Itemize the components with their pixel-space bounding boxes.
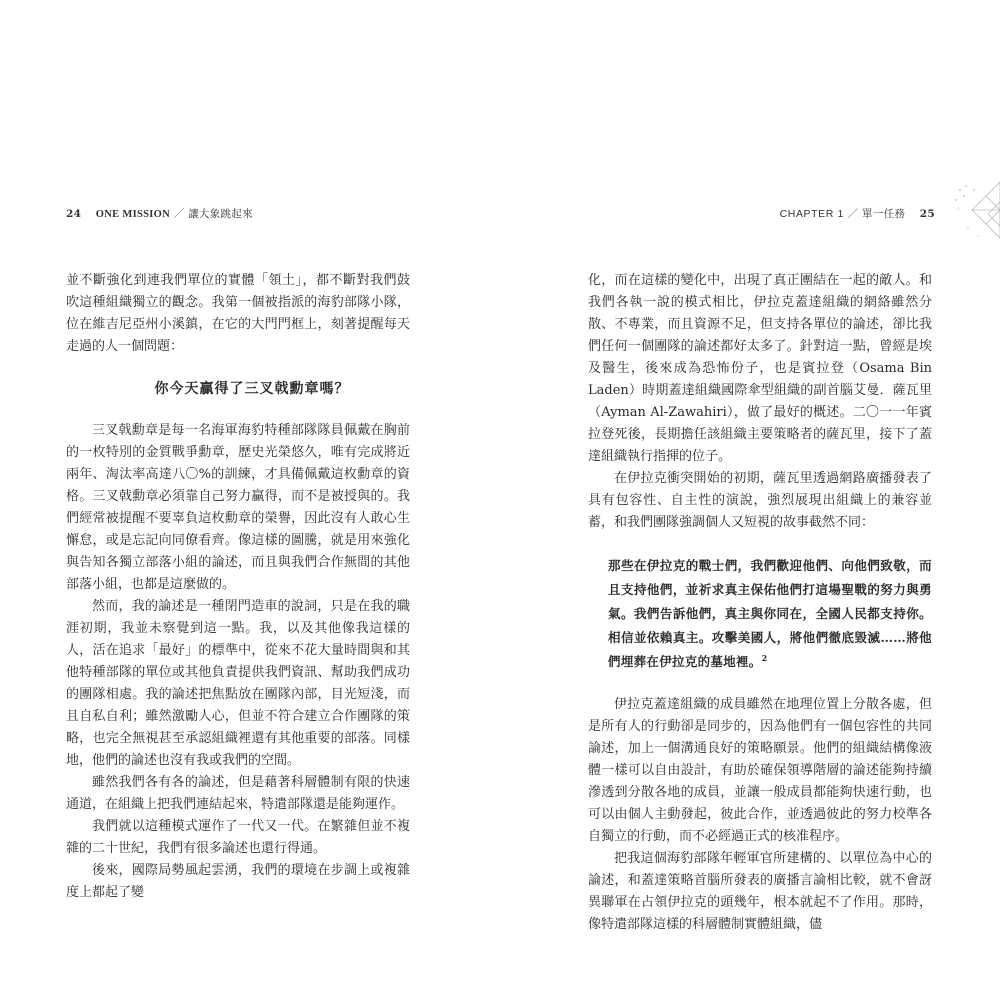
- chapter-label: CHAPTER 1: [779, 208, 844, 220]
- paragraph: 伊拉克蓋達組織的成員雖然在地理位置上分散各處，但是所有人的行動卻是同步的，因為他們有一個包容性的共同論述，加上一個溝通良好的策略願景。他們的組織結構像液體一樣可以自由設計，有助於確保領導階層的論述能夠持續滲透到分散各地的成員，並讓一般成員都能夠快速行動，也可以由個人主動發起，彼此合作，並透過彼此的努力校準各自獨立的行動，而不必經過正式的核准程序。: [588, 697, 932, 844]
- left-body-text: [66, 270, 410, 904]
- paragraph: 三叉戟勳章是每一名海軍海豹特種部隊隊員佩戴在胸前的一枚特別的金質戰爭勳章，歷史光榮悠久，唯有完成將近兩年、淘汰率高達八〇%的訓練，才具備佩戴這枚勳章的資格。三叉戟勳章必須靠自己努力贏得，而不是被授與的。我們經常被提醒不要辜負這枚勳章的榮譽，因此沒有人敢心生懈怠，或是忘記向同僚看齊。像這樣的圖騰，就是用來強化與告知各獨立部落小組的論述，而且與我們合作無間的其他部落小組，也都是這麼做的。: [66, 423, 410, 592]
- right-head-separator: ／: [847, 208, 859, 220]
- block-quote: [588, 554, 932, 674]
- block-quote-text: 那些在伊拉克的戰士們，我們歡迎他們、向他們致敬，而且支持他們，並祈求真主保佑他們打這場聖戰的努力與勇氣。我們告訴他們，真主與你同在，全國人民都支持你。相信並依賴真主。攻擊美國人，將他們徹底毀滅……將他們埋葬在伊拉克的墓地裡。: [608, 558, 932, 669]
- paragraph: 把我這個海豹部隊年輕軍官所建構的、以單位為中心的論述，和蓋達策略首腦所發表的廣播言論相比較，就不會訝異聯軍在占領伊拉克的頭幾年，根本就起不了作用。那時，像特遣部隊這樣的科層體制實體組織，儘: [588, 851, 932, 932]
- footnote-marker: 2: [761, 652, 768, 663]
- left-page-number: 24: [66, 208, 82, 220]
- right-page-number: 25: [919, 208, 935, 220]
- paragraph: 並不斷強化到連我們單位的實體「領土」，都不斷對我們鼓吹這種組織獨立的觀念。我第一個被指派的海豹部隊小隊，位在維吉尼亞州小溪鎮，在它的大門門框上，刻著提醒每天走過的人一個問題：: [66, 273, 410, 354]
- right-page: [500, 0, 1000, 1000]
- paragraph: 在伊拉克衝突開始的初期，薩瓦里透過網路廣播發表了具有包容性、自主性的演說，強烈展現出組織上的兼容並蓄，和我們團隊強調個人又短視的故事截然不同：: [588, 471, 932, 530]
- geometric-corner-ornament-icon: [952, 180, 1000, 250]
- book-subtitle: 讓大象跳起來: [188, 208, 253, 220]
- chapter-title: 單一任務: [862, 208, 906, 220]
- paragraph: 我們就以這種模式運作了一代又一代。在繁雜但並不複雜的二十世紀，我們有很多論述也還行得通。: [66, 819, 410, 856]
- paragraph: 化，而在這樣的變化中，出現了真正團結在一起的敵人。和我們各執一說的模式相比，伊拉克蓋達組織的網絡雖然分散、不專業，而且資源不足，但支持各單位的論述，卻比我們任何一個團隊的論述都好太多了。針對這一點，曾經是埃及醫生，後來成為恐怖份子，也是賓拉登（Osama Bin Laden）時期蓋達組織國際傘型組織的副首腦艾曼．薩瓦里（Ayman Al-Zawahiri），做了最好的概述。二〇一一年賓拉登死後，長期擔任該組織主要策略者的薩瓦里，接下了蓋達組織執行指揮的位子。: [588, 273, 932, 464]
- right-running-head: [780, 206, 935, 221]
- paragraph: 然而，我的論述是一種閉門造車的說詞，只是在我的職涯初期，我並未察覺到這一點。我，以及其他像我這樣的人，活在追求「最好」的標準中，從來不花大量時間與和其他特種部隊的單位或其他負責提供我們資訊、幫助我們成功的團隊相處。我的論述把焦點放在團隊內部，目光短淺，而且自私自利；雖然激勵人心，但並不符合建立合作團隊的策略，也完全無視甚至承認組織裡還有其他重要的部落。同樣地，他們的論述也沒有我或我們的空間。: [66, 599, 410, 768]
- paragraph: 雖然我們各有各的論述，但是藉著科層體制有限的快速通道，在組織上把我們連結起來，特遣部隊還是能夠運作。: [66, 775, 410, 812]
- left-running-head: [66, 206, 253, 221]
- paragraph: 後來，國際局勢風起雲湧，我們的環境在步調上或複雜度上都起了變: [66, 863, 410, 900]
- book-title: ONE MISSION: [95, 209, 170, 220]
- question-heading: 你今天贏得了三叉戟勳章嗎？: [154, 381, 350, 397]
- left-head-separator: ／: [173, 208, 185, 220]
- right-body-text: [588, 270, 932, 936]
